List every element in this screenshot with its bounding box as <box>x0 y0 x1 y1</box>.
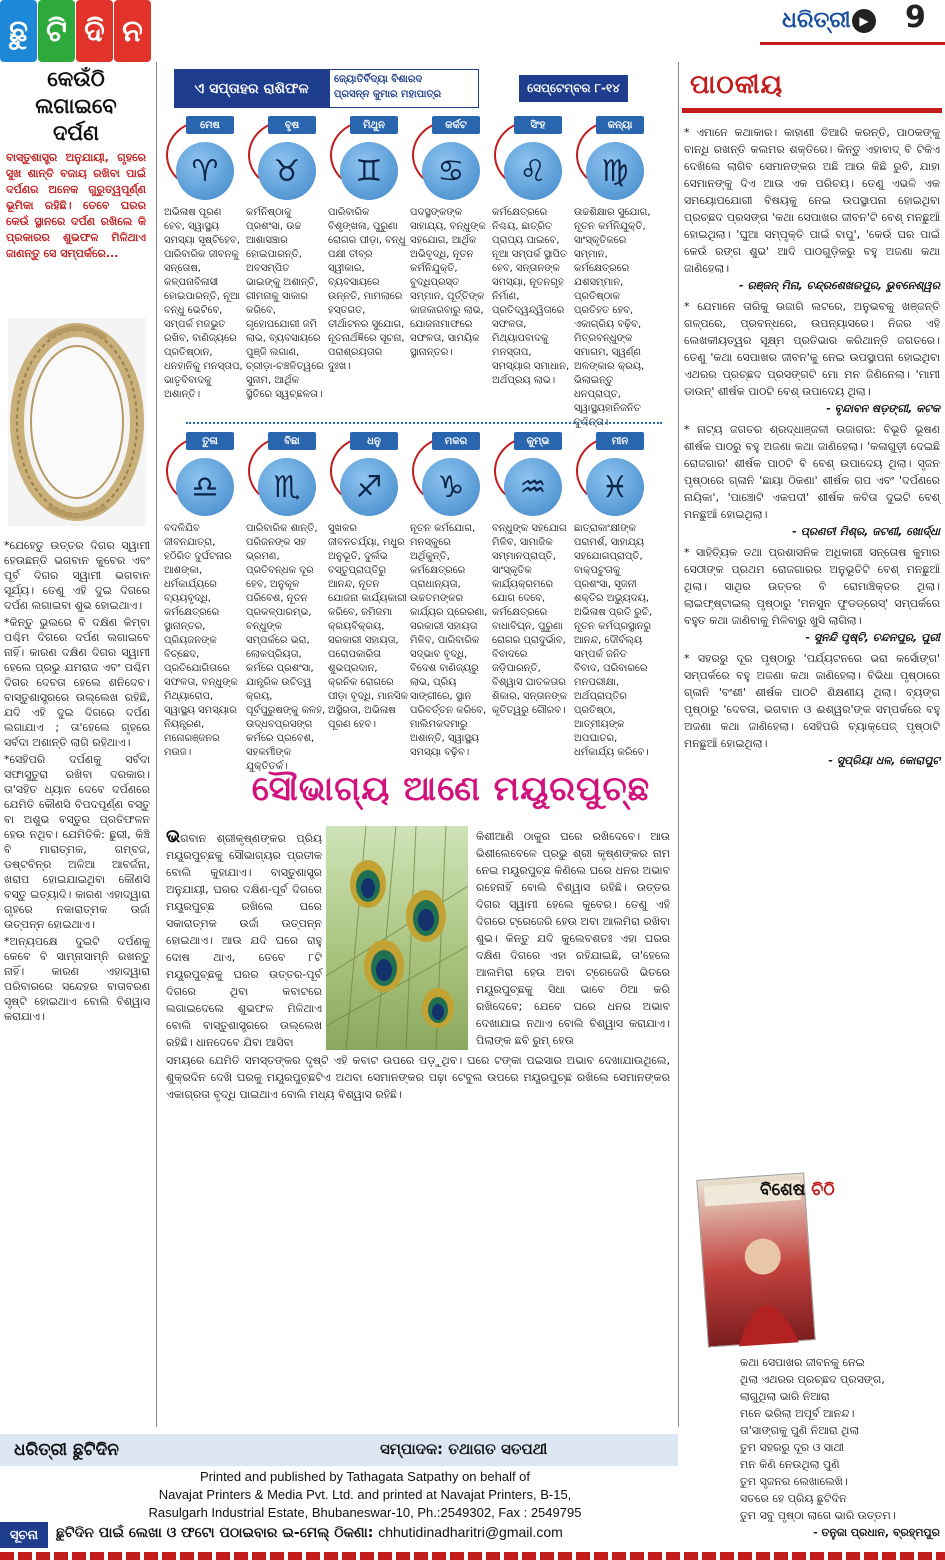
masthead-char-1: ଛୁ <box>0 0 37 62</box>
rashi-name: ବୃଷ <box>268 116 316 134</box>
zodiac-4-icon: ♋ <box>422 142 480 200</box>
letter-item <box>684 298 940 417</box>
poem-line: ତୁମ ସୃଜନର ଲେଖାଲେଖି। <box>740 1475 848 1488</box>
rashiphala-date: ସେପ୍ଟେମ୍ବର ୮-୧୪ <box>519 75 628 102</box>
rashi-name: କୁମ୍ଭ <box>514 432 562 450</box>
author-designation: ଜ୍ୟୋତିର୍ବିଦ୍ୟା ବିଶାରଦ <box>334 74 423 85</box>
darpana-body <box>4 538 150 1026</box>
notice-label: ସୂଚନା <box>0 1522 48 1548</box>
letter-item <box>684 421 940 540</box>
imprint-line: Printed and published by Tathagata Satpathy on behalf of <box>199 1469 531 1484</box>
notice-text: ଛୁଟିଦିନ ପାଇଁ ଲେଖା ଓ ଫଟୋ ପଠାଇବାର ଇ-ମେଲ୍ ଠିକଣା: <box>56 1525 374 1541</box>
rashi-name: ମକର <box>432 432 480 450</box>
rashi-prediction: ବନ୍ଧୁଙ୍କ ସହଯୋଗ ମିଳିବ, ସାମାଜିକ ସମ୍ମାନପ୍ରାପ୍ତି, ସାଂସ୍କୃତିକ କାର୍ଯ୍ୟକ୍ରମରେ ଯୋଗ ଦେବେ, କର୍ମକ୍ଷେତ୍ରରେ ବାଧାବିଘ୍ନ, ପୁରୁଣା ରୋଗର ପ୍ରାଦୁର୍ଭାବ, ବିବାଦରେ ଜଡ଼ିପାରନ୍ତି, ବିଶ୍ୱାସ ଘାତକତାର ଶିକାର, ସନ୍ତାନଙ୍କ କୃତିତ୍ୱରୁ ଗୌରବ। <box>492 523 567 716</box>
peacock-feather-image <box>326 826 468 1050</box>
rashi-name: କର୍କଟ <box>432 116 480 134</box>
poem-line: ଲାଗୁଥିଲା ଭାରି ନିଆରା <box>740 1390 830 1403</box>
rashi-name: କନ୍ୟା <box>596 116 644 134</box>
saubhagya-col1-text: ଗବାନ ଶ୍ରୀକୃଷ୍ଣଙ୍କର ପ୍ରିୟ ମୟୂରପୁଚ୍ଛକୁ ସୌଭାଗ୍ୟର ପ୍ରତୀକ ବୋଲି କୁହାଯାଏ। ବାସ୍ତୁଶାସ୍ତ୍ର ଅନୁଯାୟୀ, ଘରର ଦକ୍ଷିଣ-ପୂର୍ବ ଦିଗରେ ମୟୂରପୁଚ୍ଛ ରଖିଲେ ଘରେ ସକାରାତ୍ମକ ଉର୍ଜା ଉତ୍ପନ୍ନ ହୋଇଥାଏ। ଆଉ ଯଦି ଘରେ ରାହୁ ଦୋଷ ଥାଏ, ତେବେ ୮ଟି ମୟୂରପୁଚ୍ଛକୁ ଘରର ଉତ୍ତର-ପୂର୍ବ ଦିଗରେ ଥିବା କବାଟରେ ଲଗାଇଦେଲେ ଶୁଭଫଳ ମିଳିଥାଏ ବୋଲି ବାସ୍ତୁଶାସ୍ତ୍ରରେ ଉଲ୍ଲେଖ ରହିଛି। ଧାନଦେବେ ଯିବା ଆସିବା <box>166 832 322 1049</box>
rashiphala-date-box <box>479 69 668 108</box>
zodiac-1-icon: ♈ <box>176 142 234 200</box>
poem-line: କଥା ସେପାଖର ଜୀବନକୁ ନେଇ <box>740 1356 865 1369</box>
poem-line: ତୁମ ସହରରୁ ଦୂର ଓ ସାଥୀ <box>740 1441 845 1454</box>
reader-letters <box>684 124 940 773</box>
rashi-name: ମୀନ <box>596 432 644 450</box>
section-masthead <box>0 0 152 62</box>
paathakiya-title: ପାଠକୀୟ <box>690 70 784 100</box>
rashi-prediction: କର୍ମକ୍ଷେତ୍ରରେ ନିଶ୍ଚୟ, ଛାତ୍ରିତ ପ୍ରାପ୍ୟ ପାଇବେ, ନୂଆ ସମ୍ପର୍କ ସ୍ଥାପିତ ହେବ, ସନ୍ତାନଙ୍କ ସମସ୍ୟା, ନୂତନଗୃହ ନିର୍ମାଣ, ପ୍ରତିଦ୍ୱନ୍ଦ୍ୱିତାରେ ସଫଳତା, ମିଥ୍ୟାପବାଦକୁ ମନସ୍ତାପ, ସମସ୍ୟାର ସମାଧାନ, ଅର୍ଥପ୍ରୟ ଲାଭ। <box>492 207 570 386</box>
notice-email-link[interactable]: chhutidinadharitri@gmail.com <box>378 1524 563 1540</box>
author-name: ପ୍ରସନ୍ନ କୁମାର ମହାପାତ୍ର <box>334 89 442 100</box>
imprint-line: Rasulgarh Industrial Estate, Bhubaneswar-10, Ph.:2549302, Fax : 2549795 <box>148 1505 582 1520</box>
zodiac-7-icon: ♎ <box>176 458 234 516</box>
zodiac-8-icon: ♏ <box>258 458 316 516</box>
bisesha-poem <box>740 1354 940 1541</box>
rashi-prediction: ପାରିବାରିକ ଶାନ୍ତି, ପରିଜନଙ୍କ ସହ ଭ୍ରମଣ, ପ୍ରତିବନ୍ଧକ ଦୂର ହେବ, ଅନୁକୂଳ ପରିବେଶ, ନୂତନ ପ୍ରକଳ୍ପାରମ୍ଭ, ବନ୍ଧୁଙ୍କ ସମ୍ପର୍କରେ ଭରା, ଲୋକପ୍ରିୟତା, କର୍ମରେ ପ୍ରଶଂସା, ଯାନ୍ତ୍ରିକ ଉଚିତ୍ୱ କ୍ରୟ, ପୂର୍ବପୁରୁଷଙ୍କୁ କଳହ, ଉଦ୍ଧବପ୍ରସଙ୍ଗ କର୍ମରେ ପ୍ରବେଶ, ସହକର୍ମୀଙ୍କ ଯୁକ୍ତିତର୍କ। <box>246 523 326 772</box>
rashi-prediction: ଅଭିଳାଷ ପୂରଣ ହେବ, ସ୍ୱାସ୍ଥ୍ୟ ସମସ୍ୟା ସୃଷ୍ଟିହେବ, ପାରିବାରିକ ଜୀବନକୁ ସନ୍ତୋଷ, କଳ୍ପନାବିଳାସୀ ହୋଇପାରନ୍ତି, ନୂଆ ବନ୍ଧୁ ଭେଟିବେ, ସମ୍ପର୍କ ମଜଭୁତ ରଖିବ, ବାଣିଜ୍ୟରେ ପ୍ରତିଷ୍ଠାନ, ଧନହାନିକୁ ମନସ୍ତାପ, ଭାତୃବିବାଦକୁ ଅଶାନ୍ତି। <box>164 207 243 400</box>
letter-signature: - ପ୍ରଣତୀ ମିଶ୍ର, ଜଟଣୀ, ଖୋର୍ଦ୍ଧା <box>792 525 940 538</box>
darpana-para: *ଯେହେତୁ ଉତ୍ତର ଦିଗର ସ୍ୱାମୀ ହେଉଛନ୍ତି ଭଗବାନ କୁବେର ଏବଂ ପୂର୍ବ ଦିଗର ସ୍ୱାମୀ ଭଗବାନ ସୂର୍ଯ୍ୟ। ତେଣୁ ଏହି ଦୁଇ ଦିଗରେ ଦର୍ପଣ ଲଗାଇବା ଶୁଭ ହୋଇଥାଏ। <box>4 539 150 612</box>
zodiac-10-icon: ♑ <box>422 458 480 516</box>
saubhagya-bottom: ସମୟରେ ଯେମିତି ସମସ୍ତଙ୍କର ଦୃଷ୍ଟି ଏହି କବାଟ ଉପରେ ପଡ଼ୁଥିବ। ଘରେ ଟଙ୍କା ପଇସାର ଅଭାବ ଦେଖାଯାଉଥିଲେ, ଶୁକ୍ରଦିନ ଦେଖି ଘରକୁ ମୟୂରପୁଚ୍ଛଟିଏ ଅଥବା ସେମାନଙ୍କର ପଢ଼ା ଟେବୁଲ ଉପରେ ମୟୂରପୁଚ୍ଛ ରଖିଲେ ସେମାନଙ୍କର ଏକାଗ୍ରତା ବୃଦ୍ଧି ପାଇଥାଏ ବୋଲି ମଧ୍ୟ ବିଶ୍ୱାସ ରହିଛି। <box>166 1054 670 1101</box>
paathakiya-underline <box>682 108 942 113</box>
bisesha-title-part1: ବିଶେଷ <box>760 1180 806 1200</box>
letter-text: * ନାଟ୍ୟ ଜଗତର ଶ୍ରଦ୍ଧାଞ୍ଜଳୀ ଉଜାଗର: ବିଭୂତି ଭୂଷଣ ଶୀର୍ଷକ ପାଠରୁ ବହୁ ଅଜଣା କଥା ଜାଣିହେଲା। 'କଳାଗୁଡ଼ୀ ଦେଇଛି ରୋଜଗାର' ଶୀର୍ଷକ ପାଠଟି ବି ବେଶ୍ ଉପାଦେୟ ଥିଲା। ସୃଜନ ପୃଷ୍ଠାରେ ଗ୍ଳାନି 'ଛାୟା ଠିକଣା' ଶୀର୍ଷକ ଗପ ଏବଂ 'ଦର୍ପଣରେ ନାୟିକା', 'ପାଞ୍ଚୋଟି ଏକପଦୀ' ଶୀର୍ଷକ କବିତା ଦୁଇଟି ବେଶ୍ ମନଛୁଆଁ ହୋଇଥିଲା। <box>684 423 940 521</box>
zodiac-11-icon: ♒ <box>504 458 562 516</box>
poem-line: ମନ କିଣି ନେଉଥିଲା ପୁଣି <box>740 1458 840 1471</box>
column-rule-right <box>678 62 679 1427</box>
darpana-para: *ସେହିପରି ଦର୍ପଣକୁ ସର୍ବଦା ସଫାସୁତୁରା ରଖିବା ଦରକାର। ତା'ସହିତ ଧ୍ୟାନ ଦେବେ ଦର୍ପଣରେ ଯେମିତି କୌଣସି ବିପଦପୂର୍ଣ୍ଣ ବସ୍ତୁ ବା ଅଶୁଭ ବସ୍ତୁର ପ୍ରତିଫଳନ ହେଉ ନଥିବ। ଯେମିତିକି: ଛୁରୀ, କିଞ୍ଚି ବି ମାରାତ୍ମକ, ଗମ୍ବଜ, ଡଷ୍ଟବିନ୍‌ର ଅଳିଆ ଆବର୍ଜନା, ଖରାପ ହୋଇଯାଇଥିବା କୌଣସି ବସ୍ତୁ ଇତ୍ୟାଦି। କାରଣ ଏହାଦ୍ୱାରା ଗୃହରେ ନକାରାତ୍ମକ ଉର୍ଜା ଉତ୍ପନ୍ନ ହୋଇଥାଏ। <box>4 753 150 931</box>
zodiac-9-icon: ♐ <box>340 458 398 516</box>
rashi-row-2 <box>164 432 674 772</box>
zodiac-6-icon: ♍ <box>586 142 644 200</box>
rashi-name: ସିଂହ <box>514 116 562 134</box>
darpana-para: *କିନ୍ତୁ ଭୁଲରେ ବି ଦକ୍ଷିଣ କିମ୍ବା ପଶ୍ଚିମ ଦିଗରେ ଦର୍ପଣ ଲଗାଇବେ ନାହିଁ। କାରଣ ଦକ୍ଷିଣ ଦିଗର ସ୍ୱାମୀ ହେଲେ ପ୍ରଭୁ ଯମରାଜ ଏବଂ ପଶ୍ଚିମ ଦିଗର ଦେବତା ହେଲେ ଶନିଦେବ। ବାସ୍ତୁଶାସ୍ତ୍ରରେ ଉଲ୍ଲେଖ ରହିଛି, ଯଦି ଏହି ଦୁଇ ଦିଗରେ ଦର୍ପଣ ଲଗାଯାଏ ; ତା'ହେଲେ ଗୃହରେ ସର୍ବଦା ଅଶାନ୍ତି ଲାଗି ରହିଥାଏ। <box>4 616 150 749</box>
rashi-prediction: ସୁଖକର ଜୀବନଚର୍ଯ୍ୟା, ମଧୁର ଅନୁଭୂତି, ଦୁର୍ଲଭ ବସ୍ତୁପ୍ରାପ୍ତିରୁ ଆନନ୍ଦ, ନୂତନ ଯୋଜନା କାର୍ଯ୍ୟକାରୀ କରିବେ, ଜମିଜମା କ୍ରୟବିକ୍ରୟ, ସରକାରୀ ସହାୟତା, ପରୋପକାରିତା ଶୁଭପ୍ରଦାନ, କ୍ରନିକ ରୋଗରେ ପୀଡ଼ା ବୃଦ୍ଧି, ମାନସିକ ଅସ୍ଥିରତା, ଅଭିଳାଷ ପୂରଣ ହେବ। <box>328 523 408 730</box>
notice <box>56 1524 563 1541</box>
zodiac-3-icon: ♊ <box>340 142 398 200</box>
mirror-image <box>8 318 146 526</box>
letter-signature: - ରଞ୍ଜନ୍ ମିନା, ଚନ୍ଦ୍ରଶେଖରପୁର, ଭୁବନେଶ୍ୱର <box>738 279 940 292</box>
poem-line: ଥିଲା ଏଥରର ପ୍ରଚ୍ଛଦ ପ୍ରସଙ୍ଗ, <box>740 1373 885 1386</box>
rashi-prediction: ବଦଳିଯିବ ଜୀବନଯାତ୍ରା, ହଠିରିତ ଦୁର୍ଘଟନାର ଆଶଙ୍କା, ଧର୍ମକାର୍ଯ୍ୟରେ ବ୍ୟୟବୃଦ୍ଧି, କର୍ମକ୍ଷେତ୍ରରେ ସ୍ଥାନାନ୍ତର, ପ୍ରିୟଜନଙ୍କ ବିଚ୍ଛେଦ, ପ୍ରତିଯୋଗିତାରେ ସଫଳତା, ବନ୍ଧୁଙ୍କ ମିଥ୍ୟାରୋପ, ସ୍ୱାସ୍ଥ୍ୟ ସମସ୍ୟାର ନିୟନ୍ତ୍ରଣ, ମନୋରଞ୍ଜନର ମଉଜ। <box>164 523 238 758</box>
letter-signature: - ସୁପ୍ରିୟା ଧଳ, କୋରାପୁଟ <box>828 754 940 767</box>
rashi-prediction: ଛାତ୍ରାକାଂକ୍ଷୀଙ୍କ ପରାମର୍ଶ, ସାହାଯ୍ୟ ସହଯୋଗପ୍ରାପ୍ତି, ବାକ୍ପଟୁତାକୁ ପ୍ରଶଂସା, ସୃଜନୀ ଶକ୍ତିର ଅଭ୍ୟୁଦୟ, ଅଭିଳାଷ ପ୍ରତି ରୁଚି, ନୂତନ କର୍ମପ୍ରସ୍ଥାନରୁ ଆନନ୍ଦ, ଦୌର୍ବଲ୍ୟ ସମ୍ପର୍କ ଜନିତ ବିବାଦ, ପରିବାରରେ ମନପରୀକ୍ଷା, ଅର୍ଥପ୍ରାପ୍ତିର ପ୍ରତିଷ୍ଠା, ଆତ୍ମୀୟଙ୍କ ଅପଘାତର, ଧର୍ମକାର୍ଯ୍ୟ କରିବେ। <box>574 523 653 758</box>
rashiphala-banner <box>174 69 668 108</box>
poem-line: ତୁମ ସବୁ ପୃଷ୍ଠା ଲାଗେ ଭାରି ଉତ୍ତମ। <box>740 1509 896 1522</box>
letter-signature: - ସୁନନ୍ଦି ପୃଷ୍ଟି, ଚନ୍ଦନପୁର, ପୁରୀ <box>805 631 940 644</box>
imprint-line: Navajat Printers & Media Pvt. Ltd. and printed at Navajat Printers, B-15, <box>158 1487 572 1502</box>
darpana-para: *ଅନ୍ୟପକ୍ଷେ ଦୁଇଟି ଦର୍ପଣକୁ କେବେ ବି ସାମ୍ନାସାମ୍ନି ରଖନ୍ତୁ ନାହିଁ। କାରଣ ଏହାଦ୍ୱାରା ପରିବାରରେ ସନ୍ଦେହର ବାତାବରଣ ସୃଷ୍ଟି ହୋଇଥାଏ ବୋଲି ବିଶ୍ୱାସ କରାଯାଏ। <box>4 935 150 1023</box>
bottom-stripe <box>0 1552 945 1560</box>
rashi-prediction: ପଦସ୍ଥଙ୍କଙ୍କ ସାହାଯ୍ୟ, ବନ୍ଧୁଙ୍କ ସହଯୋଗ, ଆର୍ଥିକ ଅଭିବୃଦ୍ଧି, ନୂତନ କର୍ମନିଯୁକ୍ତି, ବୁଦ୍ଧିପ୍ରସ୍ତ ସମ୍ମାନ, ପୂର୍ତ୍ତିଙ୍କ କାଜକାରବାରୁ ଲାଭ, ଯୋଜନାମାଫରେ ସଫଳତା, ସାମୟିକ ସ୍ଥାନାନ୍ତର। <box>410 207 486 358</box>
bisesha-title-part2: ଚିଠି <box>811 1180 835 1200</box>
rashi-name: ବିଛା <box>268 432 316 450</box>
footer-paper-name: ଧରିତ୍ରୀ ଛୁଟିଦିନ <box>14 1440 119 1460</box>
rashi-prediction: କର୍ମନିଷ୍ଠାକୁ ପ୍ରଶଂସା, ଉଚ୍ଚ ଆଶାସଞ୍ଚାର ହୋଇପାରନ୍ତି, ଅବସମ୍ପିତ ଭାଇଙ୍କୁ ଅଶାନ୍ତି, ଗୀମନାକୁ ସାକାର କରିବେ, ଗୃହୋପଯୋଗୀ ଜମି ଲାଭ, ବ୍ୟବସାୟରେ ପୁଞ୍ଜି ଲଗାଣ, ଚ୍ରୀଡ଼ା-ଚଞ୍ଚଳିତ୍ୱରେ ସୁନାମ, ଆର୍ଥିକ ସ୍ଥିତିରେ ସ୍ୱଚ୍ଛଳତା। <box>246 207 324 400</box>
rashi-name: ମେଷ <box>186 116 234 134</box>
column-rule-left <box>156 62 157 1427</box>
letter-item <box>684 544 940 646</box>
bisesha-chithi-title <box>760 1180 835 1200</box>
saubhagya-col-3: କିଶୀଆଣି ଠାକୁର ଘରେ ରଖିଦେବେ। ଆଉ ଭିଶୀଲେବେଳେ ପ୍ରଭୁ ଶ୍ରୀ କୃଷ୍ଣଙ୍କର ନାମ ନେଇ ମୟୂରପୁଚ୍ଛ କିଣିଲେ ଘରେ ଧନର ଅଭାବ ରହେନାହିଁ ବୋଲି ବିଶ୍ୱାସ ରହିଛି। ଉତ୍ତର ଦିଗର ସ୍ୱାମୀ ହେଲେ କୁବେର। ତେଣୁ ଏହି ଦିଗରେ ଟ୍ରେଜେରି ହେଉ ଅବା ଆଲମିରା ରଖିବା ଶୁଭ। କିନ୍ତୁ ଯଦି କୁଲେବଶତଃ ଏହା ଘରର ଦକ୍ଷିଣ ଦିଗରେ ଏହା ରହିଯାଇଛି, ତା'ହେଲେ ଆଲମିରା ହେଉ ଅବା ଟ୍ରେଜେରି ଭିତରେ ମୟୂରପୁଚ୍ଛକୁ ସିଧା ଭାବେ ଠିଆ କରି ରଖିଦେବେ; ଯେବେ ଘରେ ଧନର ଅଭାବ ଦେଖାଯାଇ ନଥାଏ ବୋଲି ବିଶ୍ୱାସ କରାଯାଏ। ପିଲାଙ୍କ ଛବି ରୁମ୍ ହେଉ <box>476 830 670 1047</box>
masthead-char-4: ନ <box>114 0 151 62</box>
rashiphala-author <box>329 69 479 108</box>
darpana-intro: ବାସ୍ତୁଶାସ୍ତ୍ର ଅନୁଯାୟୀ, ଗୃହରେ ସୁଖ ଶାନ୍ତି ବଜାୟ ରଖିବା ପାଇଁ ଦର୍ପଣର ଅନେକ ଗୁରୁତ୍ୱପୂର୍ଣ୍ଣ ଭୂମିକା ରହିଛି। ତେବେ ଘରର କେଉଁ ସ୍ଥାନରେ ଦର୍ପଣ ରଖିଲେ କି ପ୍ରକାରର ଶୁଭଫଳ ମିଳିଥାଏ ଜାଣନ୍ତୁ ସେ ସମ୍ପର୍କରେ... <box>6 151 146 260</box>
letter-signature: - ବୃନ୍ଦାବନ ଷଡ଼ଙ୍ଗୀ, କଟକ <box>826 402 940 415</box>
letter-item <box>684 650 940 769</box>
rashiphala-title: ଏ ସପ୍ତାହର ରାଶିଫଳ <box>194 80 309 97</box>
poem-line: ସତରେ ହେ ପ୍ରିୟ ଛୁଟିଦିନ <box>740 1492 847 1505</box>
play-icon: ▶ <box>852 9 876 33</box>
masthead-char-2: ଟି <box>38 0 75 62</box>
page-number: 9 <box>905 0 926 35</box>
saubhagya-col-1 <box>166 828 322 1051</box>
rashi-row-1 <box>164 116 674 428</box>
top-rule <box>760 42 945 45</box>
footer-editor: ସମ୍ପାଦକ: ତଥାଗତ ସତପଥୀ <box>380 1440 548 1458</box>
zodiac-5-icon: ♌ <box>504 142 562 200</box>
poem-line: ମନେ ଭରିଲା ଅପୂର୍ବ ଆନନ୍ଦ। <box>740 1407 855 1420</box>
letter-text: * ଏମାନେ କଥାକାର। କାହାଣୀ ତିଆରି କରନ୍ତି, ପାଠକଙ୍କୁ ବାନ୍ଧି ରଖନ୍ତି କଲମର ଶକ୍ତିରେ। କିନ୍ତୁ ଏହାବାଦ୍ ବି ଟିକିଏ ଦେଖିଲେ ଲାଗିବ ସେମାନଙ୍କର ଅଛି ଆଉ କିଛି ରୁଚି, ଯାହା ସେମାନଙ୍କୁ ଦିଏ ଆଉ ଏକ ପରିଚୟ। ତେଣୁ ଏଭଳି ଏକ ସମୟୋପଯୋଗୀ ବିଷୟକୁ ନେଇ ଉପସ୍ଥାପନା ହୋଇଥିବା ପ୍ରଚ୍ଛଦ ପ୍ରସଙ୍ଗ 'କଥା ସେପାଖର ଜୀବନ'ଟି ବେଶ୍ ମନଛୁଆଁ ହୋଇଥିଲା। 'ଘୁଆ ସମ୍ପୃକ୍ତି ପାଇଁ ବାପୁ', 'କେଉଁ ଘର ପାଇଁ କେଉଁ ରଙ୍ଗ ଶୁଭ' ଆଦି ପାଠଗୁଡ଼ିକରୁ ବହୁ ଅଜଣା କଥା ଜାଣିହେଲା। <box>684 126 940 275</box>
letter-text: * ସହରରୁ ଦୂର ପୃଷ୍ଠାରୁ 'ପର୍ଯ୍ୟଟନରେ ଭରା କର୍ସୋଙ୍ଗ' ସମ୍ପର୍କରେ ବହୁ ଅଜଣା କଥା ଜାଣିହେଲା। ବିଭିଧା ପୃଷ୍ଠାରେ ଗ୍ଳାନି 'ବଂଶୀ' ଶୀର୍ଷକ ପାଠଟି ଶିକ୍ଷଣୀୟ ଥିଲା। ବ୍ୟଙ୍ଗ ପୃଷ୍ଠାରୁ 'ଦେବତା, ଭଗବାନ ଓ ଈଶ୍ୱର'ଙ୍କ ସମ୍ପର୍କରେ ବହୁ ଅଜଣା କଥା ଜାଣିହେଲା। ସେହିପରି ବ୍ୟାକ୍‌ପେଜ୍ ପୃଷ୍ଠାଟି ମନଛୁଆଁ ହୋଇଥିଲା। <box>684 652 940 750</box>
rashi-prediction: ଉଚ୍ଚଶିକ୍ଷାର ସୁଯୋଗ, ନୂତନ କର୍ମନିଯୁକ୍ତି, ସାଂସ୍କୃତିକରେ ସମ୍ମାନ, କର୍ମକ୍ଷେତ୍ରରେ ଯଶସମ୍ମାନ, ପ୍ରତିଷ୍ଠାକ ପ୍ରତିହତ ହେବ, ଏକାଗ୍ରିୟ ବଢ଼ିବ, ମିତ୍ରବନ୍ଧୁଙ୍କ ସମାଗମ, ସ୍ୱର୍ଣ୍ଣ ଅଳଙ୍କାର କ୍ରୟ, ଭିଲାଇନ୍ତୁ ଧନପ୍ରାପ୍ତ, ସ୍ୱାସ୍ଥ୍ୟହାନିଜନିତ ଦୁଶ୍ଚିନ୍ତା। <box>574 207 651 428</box>
rashi-row-divider <box>186 422 662 424</box>
dropcap: ଭ <box>166 826 181 847</box>
letter-text: * ଯେମାନେ ତାରିକୁ ଉଜାଗି ଲଟରେ, ଅନୁଭବକୁ ଖଞ୍ଜନ୍ତି ଗଳ୍ପରେ, ପ୍ରବନ୍ଧରେ, ଉପନ୍ୟାସରେ। ନିଜର ଏହି ଲେଖକୀୟତ୍ୱର ସୂକ୍ଷ୍ମ ପ୍ରତିଭାର କରିଥାନ୍ତି ଜଗତରେ। ତେଣୁ 'କଥା ସେପାଖର ଜୀବନ'କୁ ନେଇ ଉପସ୍ଥାପନା ହୋଇଥିବା ଏଥରର ପ୍ରଚ୍ଛଦ ପ୍ରସଙ୍ଗଟି ମୋ ମନ ଜିଣିନେଲା। 'ମାମୀ ଡାଉନ୍' ଶୀର୍ଷକ ପାଠଟି ବେଶ୍ ଉପାଦେୟ ଥିଲା। <box>684 300 940 398</box>
imprint <box>120 1468 610 1522</box>
zodiac-12-icon: ♓ <box>586 458 644 516</box>
rashi-name: ମିଥୁନ <box>350 116 398 134</box>
rashi-name: ଧନୁ <box>350 432 398 450</box>
brand-logo: ଧରିତ୍ରୀ <box>782 8 851 33</box>
zodiac-2-icon: ♉ <box>258 142 316 200</box>
poem-line: ତା'ସାଙ୍ଗକୁ ପୁଣି ନିଆରା ଥିଲା <box>740 1424 860 1437</box>
masthead-char-3: ଦି <box>76 0 113 62</box>
rashi-name: ତୁଳା <box>186 432 234 450</box>
rashi-prediction: ନୂତନ କର୍ମଯୋଗ, ମନସ୍କୁରେ ଅର୍ଥିକୁନ୍ତି, କର୍ମକ୍ଷେତ୍ରରେ ପ୍ରାଧାନ୍ୟତା, ଉଚ୍ଚତମଙ୍କର କାର୍ଯ୍ୟର ପ୍ରେରଣା, ସରକାରୀ ସହାୟତା ମିଳିବ, ପାରିବାରିକ ସଦ୍ଭାବ ବୃଦ୍ଧି, ବିଦେଶ ବାଣିଜ୍ୟରୁ ଲାଭ, ପ୍ରିୟ ସାଙ୍ଗୀରେ, ସ୍ଥାନ ପରିବର୍ତ୍ତନ କରିବେ, ମାଲିମକଦମାରୁ ଅଶାନ୍ତି, ସ୍ୱାସ୍ଥ୍ୟ ସମସ୍ୟା ବଢ଼ିବ। <box>410 523 488 758</box>
poem-signature: - ତନୁଜା ପ୍ରଧାନ, ବ୍ରହ୍ମପୁର <box>813 1526 940 1539</box>
rashi-prediction: ପାରିବାରିକ ବିଶୃଙ୍ଖଳା, ପୁରୁଣା ରୋଗର ପୀଡ଼ା, ବନ୍ଧୁ ପକ୍ଷୀ ତୀବ୍ର ସ୍ୱୀକାର, ବ୍ୟବସାୟରେ ଉନ୍ନତି, ମାମଲାରେ ହସ୍ତଗତ, ତୀର୍ଥାଟନର ସୁଯୋଗ, ନୂତନାର୍ଥଜ୍ଞିରେ ସୂଚନା, ପରାଶ୍ରୟତାର ଦୁଃଖ। <box>328 207 406 372</box>
darpana-title: କେଉଁଠି ଲଗାଇବେ ଦର୍ପଣ <box>35 67 117 145</box>
letter-text: * ସାହିତ୍ୟିକ ତଥା ପ୍ରଶାସନିକ ଅଧିକାରୀ ସନ୍ତୋଷ କୁମାର ସେଠୀଙ୍କ ପ୍ରଥମ ରୋଜଗାରର ଅନୁଭୂତିଟି ବେଶ୍ ମନଛୁଆଁ ଥିଲା। ସାଥିର ଉତ୍ତର ବି ରୋମାଞ୍ଚିକ୍ତର ଥିଲା। ଲାଇଫ୍‌ଷ୍ଟାଇଲ୍ ପୃଷ୍ଠାରୁ 'ମନସୁନ ଫୁଡଡ୍ରେସ୍' ସମ୍ପର୍କରେ ବହୁତ କଥା ଜାଣିବାକୁ ମିଳିବାରୁ ଖୁସି ଲାଗିଲା। <box>684 546 940 627</box>
saubhagya-title: ସୌଭାଗ୍ୟ ଆଣେ ମୟୂରପୁଚ୍ଛ <box>251 769 651 809</box>
letter-item <box>684 124 940 294</box>
